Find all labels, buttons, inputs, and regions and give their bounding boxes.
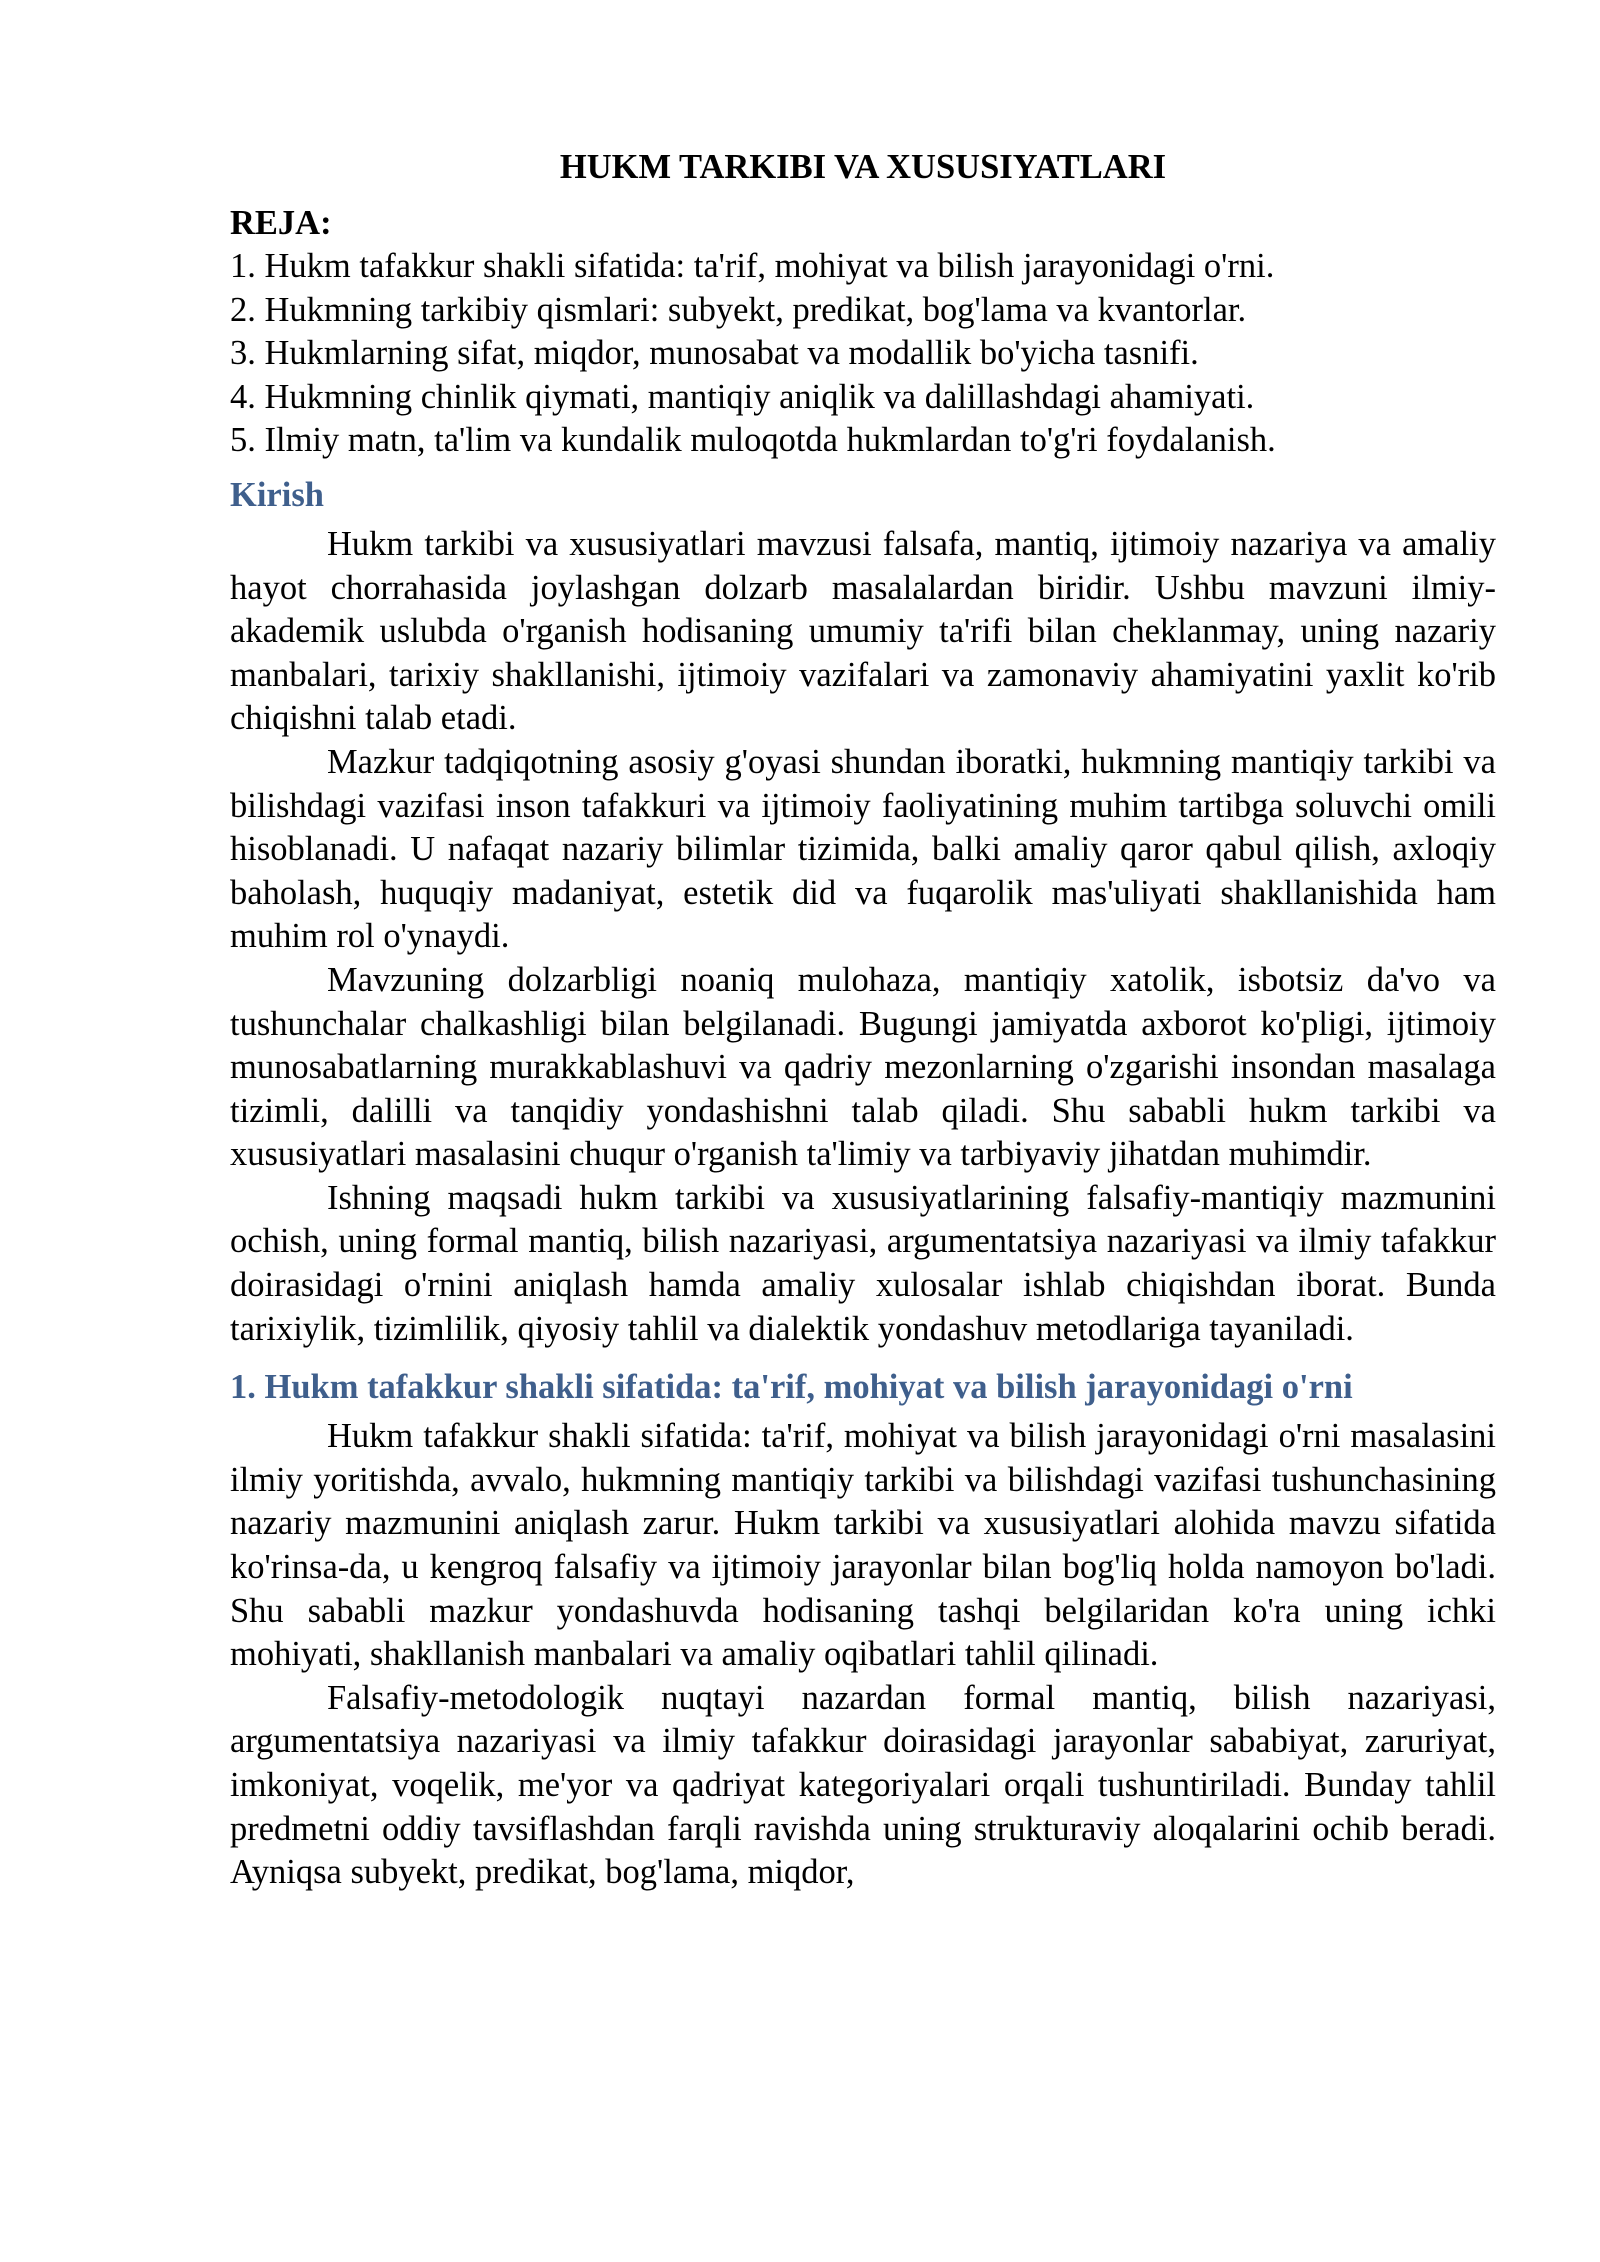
- section-1-paragraph: Hukm tafakkur shakli sifatida: ta'rif, mohiyat va bilish jarayonidagi o'rni masalasini ilmiy yoritishda, avvalo, hukmning mantiqiy tarkibi va bilishdagi vazifasi tushunchasining nazariy mazmunini aniqlash zarur. Hukm tarkibi va xususiyatlari alohida mavzu sifatida ko'rinsa-da, u kengroq falsafiy va ijtimoiy jarayonlar bilan bog'liq holda namoyon bo'ladi. Shu sababli mazkur yondashuvda hodisaning tashqi belgilaridan ko'ra uning ichki mohiyati, shakllanish manbalari va amaliy oqibatlari tahlil qilinadi.: [230, 1417, 1496, 1674]
- plan-item: 1. Hukm tafakkur shakli sifatida: ta'rif, mohiyat va bilish jarayonidagi o'rni.: [230, 247, 1275, 285]
- section-1-heading: 1. Hukm tafakkur shakli sifatida: ta'rif, mohiyat va bilish jarayonidagi o'rni: [230, 1368, 1353, 1407]
- plan-item: 4. Hukmning chinlik qiymati, mantiqiy aniqlik va dalillashdagi ahamiyati.: [230, 377, 1255, 416]
- plan-label: REJA:: [230, 204, 332, 242]
- plan-item: 2. Hukmning tarkibiy qismlari: subyekt, predikat, bog'lama va kvantorlar.: [230, 290, 1247, 329]
- section-1-paragraph: Falsafiy-metodologik nuqtayi nazardan formal mantiq, bilish nazariyasi, argumentatsiya nazariyasi va ilmiy tafakkur doirasidagi jarayonlar sababiyat, zaruriyat, imkoniyat, voqelik, me'yor va qadriyat kategoriyalari orqali tushuntiriladi. Bunday tahlil predmetni oddiy tavsiflashdan farqli ravishda uning strukturaviy aloqalarini ochib beradi. Ayniqsa subyekt, predikat, bog'lama, miqdor,: [230, 1678, 1496, 1892]
- intro-paragraph: Mazkur tadqiqotning asosiy g'oyasi shundan iboratki, hukmning mantiqiy tarkibi va bilishdagi vazifasi inson tafakkuri va ijtimoiy faoliyatining muhim tartibga soluvchi omili hisoblanadi. U nafaqat nazariy bilimlar tizimida, balki amaliy qaror qabul qilish, axloqiy baholash, huquqiy madaniyat, estetik did va fuqarolik mas'uliyati shakllanishida ham muhim rol o'ynaydi.: [230, 742, 1496, 956]
- plan-item: 5. Ilmiy matn, ta'lim va kundalik muloqotda hukmlardan to'g'ri foydalanish.: [230, 421, 1276, 460]
- intro-paragraph: Ishning maqsadi hukm tarkibi va xususiyatlarining falsafiy-mantiqiy mazmunini ochish, uning formal mantiq, bilish nazariyasi, argumentatsiya nazariyasi va ilmiy tafakkur doirasidagi o'rnini aniqlash hamda amaliy xulosalar ishlab chiqishdan iborat. Bunda tarixiylik, tizimlilik, qiyosiy tahlil va dialektik yondashuv metodlariga tayaniladi.: [230, 1178, 1496, 1348]
- plan-item: 3. Hukmlarning sifat, miqdor, munosabat va modallik bo'yicha tasnifi.: [230, 334, 1199, 373]
- intro-heading: Kirish: [230, 475, 324, 514]
- intro-paragraph: Hukm tarkibi va xususiyatlari mavzusi falsafa, mantiq, ijtimoiy nazariya va amaliy hayot chorrahasida joylashgan dolzarb masalalardan biridir. Ushbu mavzuni ilmiy-akademik uslubda o'rganish hodisaning umumiy ta'rifi bilan cheklanmay, uning nazariy manbalari, tarixiy shakllanishi, ijtimoiy vazifalari va zamonaviy ahamiyatini yaxlit ko'rib chiqishni talab etadi.: [230, 524, 1496, 738]
- document-title: HUKM TARKIBI VA XUSUSIYATLARI: [559, 148, 1167, 186]
- document-page: [230, 145, 1496, 1895]
- intro-paragraph: Mavzuning dolzarbligi noaniq mulohaza, mantiqiy xatolik, isbotsiz da'vo va tushunchalar chalkashligi bilan belgilanadi. Bugungi jamiyatda axborot ko'pligi, ijtimoiy munosabatlarning murakkablashuvi va qadriy mezonlarning o'zgarishi insondan masalaga tizimli, dalilli va tanqidiy yondashishni talab qiladi. Shu sababli hukm tarkibi va xususiyatlari masalasini chuqur o'rganish ta'limiy va tarbiyaviy jihatdan muhimdir.: [230, 960, 1496, 1174]
- plan-list: [230, 245, 1496, 463]
